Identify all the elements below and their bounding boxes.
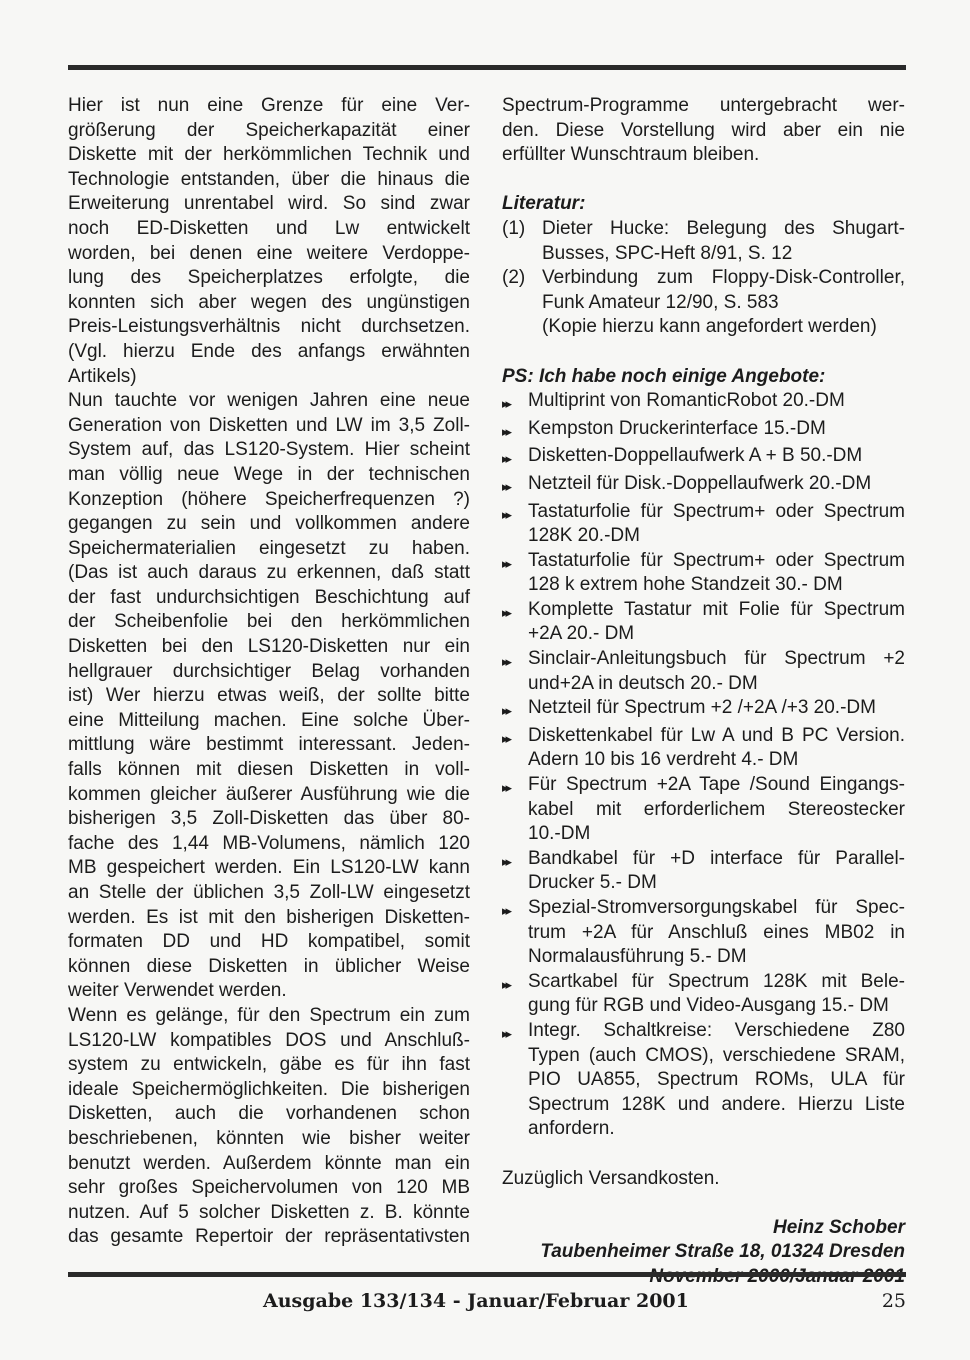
text-line: Dieter Hucke: Belegung des Shugart- (542, 217, 905, 239)
text-line: größerung der Speicherkapazität einer (68, 119, 470, 141)
text-line: Disketten-Doppellaufwerk A + B 50.-DM (528, 445, 863, 467)
bottom-rule (68, 1272, 906, 1277)
text-line: eine Mitteilung machen. Eine solche Über- (68, 709, 470, 731)
double-arrow-bullet-icon: ▸▸ (502, 451, 510, 467)
text-line: weiter Verwendet werden. (68, 980, 287, 1002)
text-line: Multiprint von RomanticRobot 20.-DM (528, 390, 845, 412)
paragraph-storage-limit (68, 94, 470, 389)
text-line: Disketten bei den LS120-Disketten nur ein (68, 636, 470, 658)
double-arrow-bullet-icon: ▸▸ (502, 506, 510, 522)
text-line: Verbindung zum Floppy-Disk-Controller, (542, 267, 905, 289)
text-line: Komplette Tastatur mit Folie für Spectrum (528, 598, 905, 620)
text-line: Diskette mit der herkömmlichen Technik und (68, 144, 470, 166)
text-line: Für Spectrum +2A Tape /Sound Eingangs- (528, 774, 905, 796)
text-line: fache des 1,44 MB-Volumens, nämlich 120 (68, 832, 470, 854)
text-line: 128 k extrem hohe Standzeit 30.- DM (528, 574, 843, 596)
text-line: der Scheibenfolie bei den herkömmlichen (68, 611, 470, 633)
text-line: worden, bei denen eine weitere Verdoppe- (68, 242, 470, 264)
text-line: Preis-Leistungsverhältnis nicht durchsetzen. (68, 316, 470, 338)
text-line: lung des Speicherplatzes erfolgte, die (68, 267, 470, 289)
literature-number: (1) (502, 217, 526, 239)
top-rule (68, 65, 906, 70)
text-line: Normalausführung 5.- DM (528, 946, 747, 968)
spacer (502, 1142, 905, 1167)
text-line: können diese Disketten in üblicher Weise (68, 955, 470, 977)
text-line: Konzeption (höhere Speicherfrequenzen ?) (68, 488, 470, 510)
text-line: 10.-DM (528, 823, 591, 845)
text-line: (Vgl. hierzu Ende des anfangs erwähnten (68, 340, 470, 362)
text-line: Tastaturfolie für Spectrum+ oder Spectrum (528, 549, 905, 571)
text-line: (Kopie hierzu kann angefordert werden) (542, 316, 877, 338)
text-line: Busses, SPC-Heft 8/91, S. 12 (542, 242, 793, 264)
text-line: falls können mit diesen Disketten in voll- (68, 759, 470, 781)
text-line: nutzen. Auf 5 solcher Disketten z. B. könnte (68, 1201, 470, 1223)
text-line: an Stelle der üblichen 3,5 Zoll-LW eingesetzt (68, 882, 470, 903)
text-line: das gesamte Repertoir der repräsentativsten (68, 1226, 470, 1248)
text-line: und+2A in deutsch 20.- DM (528, 672, 758, 694)
paragraph-intro (502, 94, 905, 168)
text-line: Netzteil für Disk.-Doppellaufwerk 20.-DM (528, 472, 872, 494)
text-line: erfüllter Wunschtraum bleiben. (502, 144, 760, 166)
text-line: Tastaturfolie für Spectrum+ oder Spectrum (528, 500, 905, 522)
double-arrow-bullet-icon: ▸▸ (502, 1025, 510, 1041)
text-line: 128K 20.-DM (528, 525, 640, 547)
text-line: MB gespeichert werden. Ein LS120-LW kann (68, 857, 470, 879)
text-line: PIO UA855, Spectrum ROMs, ULA für (528, 1069, 905, 1091)
text-line: Sinclair-Anleitungsbuch für Spectrum +2 (528, 648, 905, 670)
text-line: Scartkabel für Spectrum 128K mit Bele- (528, 970, 905, 992)
literature-item (502, 266, 905, 340)
text-line: Artikels) (68, 365, 137, 387)
text-line: Technologie entstanden, über die hinaus die (68, 168, 470, 190)
text-line: bisherigen 3,5 Zoll-Disketten das über 80- (68, 808, 470, 830)
issue-label: Ausgabe 133/134 - Januar/Februar 2001 (263, 1290, 689, 1312)
text-line: Wenn es gelänge, für den Spectrum ein zum (68, 1004, 470, 1026)
double-arrow-bullet-icon: ▸▸ (502, 780, 510, 796)
double-arrow-bullet-icon: ▸▸ (502, 703, 510, 719)
text-line: Kempston Druckerinterface 15.-DM (528, 417, 826, 439)
left-column (68, 94, 470, 1250)
offer-item (502, 417, 905, 445)
double-arrow-bullet-icon: ▸▸ (502, 604, 510, 620)
text-line: benutzt werden. Außerdem könnte man ein (68, 1152, 470, 1174)
text-line: Spectrum-Programme untergebracht wer- (502, 95, 905, 116)
offer-item (502, 896, 905, 970)
text-line: LS120-LW kompatibles DOS und Anschluß- (68, 1029, 470, 1051)
text-line: Speichermaterialien eingesetzt zu haben. (68, 537, 470, 559)
double-arrow-bullet-icon: ▸▸ (502, 730, 510, 746)
text-line: hellgrauer durchsichtiger Belag vorhanden (68, 660, 470, 682)
spacer (502, 1191, 905, 1216)
offer-item (502, 724, 905, 773)
text-line: sehr großes Speichervolumen von 120 MB (68, 1177, 470, 1199)
text-line: man völlig neue Wege in der technischen (68, 463, 470, 485)
offer-item (502, 647, 905, 696)
double-arrow-bullet-icon: ▸▸ (502, 478, 510, 494)
text-line: Spectrum 128K und andere. Hierzu Liste (528, 1093, 905, 1115)
double-arrow-bullet-icon: ▸▸ (502, 654, 510, 670)
offer-item (502, 472, 905, 500)
paragraph-spectrum-dos (68, 1004, 470, 1250)
text-line: ist) Wer hierzu etwas weiß, der sollte bitte (68, 685, 470, 707)
literature-text (542, 266, 905, 340)
offer-item (502, 549, 905, 598)
double-arrow-bullet-icon: ▸▸ (502, 853, 510, 869)
spacer (502, 340, 905, 365)
text-line: Integr. Schaltkreise: Verschiedene Z80 (528, 1019, 905, 1041)
text-line: Hier ist nun eine Grenze für eine Ver- (68, 95, 470, 116)
offer-item (502, 598, 905, 647)
right-column (502, 94, 905, 1290)
signature-address: Taubenheimer Straße 18, 01324 Dresden (540, 1241, 905, 1263)
shipping-note: Zuzüglich Versandkosten. (502, 1167, 720, 1189)
offer-item (502, 970, 905, 1019)
text-line: Diskettenkabel für Lw A und B PC Version. (528, 724, 905, 746)
text-line: System auf, das LS120-System. Hier scheint (68, 439, 470, 461)
paragraph-ls120 (68, 389, 470, 1004)
signature-date (502, 1265, 905, 1290)
text-line: noch ED-Disketten und Lw entwickelt (68, 217, 470, 239)
text-line: Erweiterung unrentabel wird. So sind zwar (68, 193, 470, 215)
text-line: +2A 20.- DM (528, 623, 635, 645)
text-line: (Das ist auch daraus zu erkennen, daß statt (68, 562, 470, 584)
signature-name: Heinz Schober (773, 1216, 905, 1238)
text-line: Nun tauchte vor wenigen Jahren eine neue (68, 390, 470, 412)
double-arrow-bullet-icon: ▸▸ (502, 423, 510, 439)
text-line: Adern 10 bis 16 verdreht 4.- DM (528, 749, 799, 771)
text-line: Disketten, auch die vorhandenen schon (68, 1103, 470, 1125)
text-line: kabel mit erforderlichem Stereostecker (528, 798, 905, 820)
offer-item (502, 696, 905, 724)
text-line: Funk Amateur 12/90, S. 583 (542, 291, 779, 313)
offer-item (502, 847, 905, 896)
offer-item (502, 773, 905, 847)
literature-text (542, 217, 905, 266)
text-line: werden. Es ist mit den bisherigen Disketten- (68, 906, 470, 928)
literature-heading: Literatur: (502, 193, 586, 215)
spacer (502, 168, 905, 193)
text-line: kommen gleicher äußerer Ausführung wie die (68, 783, 470, 805)
double-arrow-bullet-icon: ▸▸ (502, 555, 510, 571)
text-line: Spezial-Stromversorgungskabel für Spec- (528, 897, 905, 918)
text-line: Generation von Disketten und LW im 3,5 Zoll- (68, 414, 470, 436)
page-number: 25 (881, 1290, 906, 1312)
text-line: Typen (auch CMOS), verschiedene SRAM, (528, 1044, 905, 1066)
offer-item (502, 1019, 905, 1142)
text-line: gung für RGB und Video-Ausgang 15.- DM (528, 995, 889, 1017)
text-line: Netzteil für Spectrum +2 /+2A /+3 20.-DM (528, 697, 876, 719)
text-line: trum +2A für Anschluß eines MB02 in (528, 921, 905, 943)
literature-item (502, 217, 905, 266)
offer-item (502, 500, 905, 549)
text-line: Bandkabel für +D interface für Parallel- (528, 847, 905, 869)
text-line: beschriebenen, könnten wie bisher weiter (68, 1127, 470, 1149)
double-arrow-bullet-icon: ▸▸ (502, 903, 510, 918)
text-line: Drucker 5.- DM (528, 872, 657, 894)
text-line: mittlung wäre bestimmt interessant. Jeden- (68, 734, 470, 756)
text-line: system zu entwickeln, gäbe es für ihn fast (68, 1054, 470, 1076)
double-arrow-bullet-icon: ▸▸ (502, 396, 510, 412)
text-line: gegangen zu sein und vollkommen andere (68, 513, 470, 535)
text-line: den. Diese Vorstellung wird aber ein nie (502, 119, 905, 141)
text-line: der fast undurchsichtigen Beschichtung auf (68, 586, 470, 608)
offer-item (502, 389, 905, 417)
text-line: konnten sich aber wegen des ungünstigen (68, 291, 470, 313)
double-arrow-bullet-icon: ▸▸ (502, 976, 510, 992)
offers-heading: PS: Ich habe noch einige Angebote: (502, 365, 826, 387)
text-line: ideale Speichermöglichkeiten. Die bisherigen (68, 1078, 470, 1100)
text-line: formaten DD und HD kompatibel, somit (68, 931, 470, 953)
offer-item (502, 444, 905, 472)
literature-number: (2) (502, 267, 526, 289)
text-line: anfordern. (528, 1118, 615, 1140)
